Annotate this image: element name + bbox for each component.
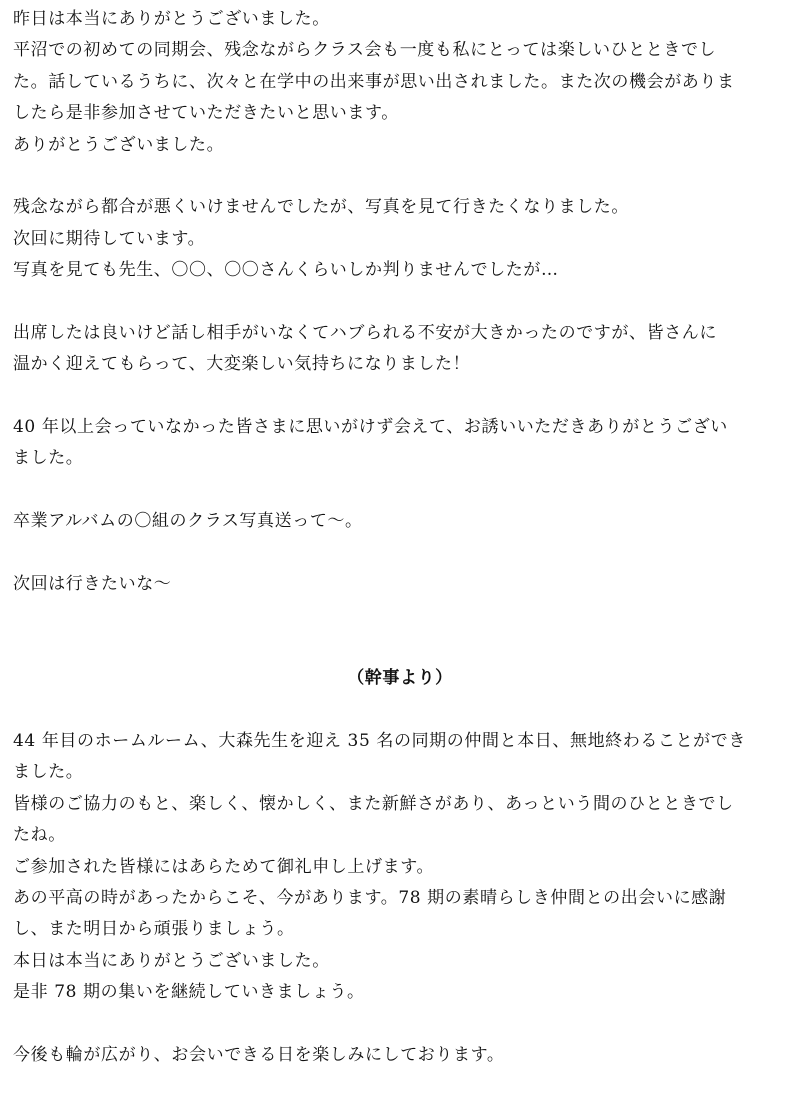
paragraph-gap xyxy=(13,475,787,506)
paragraph-gap xyxy=(13,632,787,663)
paragraph-gap xyxy=(13,538,787,569)
message-1 xyxy=(13,4,787,161)
message-line: 次回は行きたいな〜 xyxy=(13,574,172,595)
message-line: ました。 xyxy=(13,448,84,469)
message-5 xyxy=(13,506,787,537)
message-line: 40 年以上会っていなかった皆さまに思いがけず会えて、お誘いいただきありがとうござい xyxy=(13,417,728,438)
paragraph-gap xyxy=(13,161,787,192)
message-4 xyxy=(13,412,787,475)
message-line: 温かく迎えてもらって、大変楽しい気持ちになりました！ xyxy=(13,354,471,375)
message-line: したら是非参加させていただきたいと思います。 xyxy=(13,103,399,124)
message-6 xyxy=(13,569,787,600)
message-line: 写真を見ても先生、〇〇、〇〇さんくらいしか判りませんでしたが… xyxy=(13,260,559,281)
message-line: 出席したは良いけど話し相手がいなくてハブられる不安が大きかったのですが、皆さんに xyxy=(13,322,717,343)
paragraph-gap xyxy=(13,287,787,318)
organizer-line: 44 年目のホームルーム、大森先生を迎え 35 名の同期の仲間と本日、無地終わることができ xyxy=(13,730,746,751)
paragraph-gap xyxy=(13,1009,787,1040)
paragraph-gap xyxy=(13,695,787,726)
message-line: 残念ながら都合が悪くいけませんでしたが、写真を見て行きたくなりました。 xyxy=(13,197,629,218)
organizer-paragraph-1 xyxy=(13,726,787,1009)
paragraph-gap xyxy=(13,600,787,631)
organizer-line: し、また明日から頑張りましょう。 xyxy=(13,919,295,940)
message-line: 次回に期待しています。 xyxy=(13,228,206,249)
message-2 xyxy=(13,192,787,286)
message-line: 平沼での初めての同期会、残念ながらクラス会も一度も私にとっては楽しいひとときでし xyxy=(13,40,717,61)
organizer-line: 皆様のご協力のもと、楽しく、懐かしく、また新鮮さがあり、あっという間のひとときでし xyxy=(13,793,734,814)
organizer-line: 本日は本当にありがとうございました。 xyxy=(13,950,330,971)
message-line: ありがとうございました。 xyxy=(13,134,225,155)
organizer-heading: （幹事より） xyxy=(347,668,453,689)
organizer-line: ご参加された皆様にはあらためて御礼申し上げます。 xyxy=(13,856,435,877)
message-line: 昨日は本当にありがとうございました。 xyxy=(13,9,330,29)
message-line: 卒業アルバムの〇組のクラス写真送って〜。 xyxy=(13,511,363,532)
organizer-line: ました。 xyxy=(13,762,84,783)
organizer-line: たね。 xyxy=(13,825,66,846)
organizer-line: 今後も輪が広がり、お会いできる日を楽しみにしております。 xyxy=(13,1044,505,1065)
message-line: た。話しているうちに、次々と在学中の出来事が思い出されました。また次の機会がありま xyxy=(13,71,735,92)
organizer-paragraph-2 xyxy=(13,1040,787,1071)
message-3 xyxy=(13,318,787,381)
organizer-line: あの平高の時があったからこそ、今があります。78 期の素晴らしき仲間との出会いに感謝 xyxy=(13,887,727,908)
organizer-line: 是非 78 期の集いを継続していきましょう。 xyxy=(13,982,365,1003)
paragraph-gap xyxy=(13,381,787,412)
